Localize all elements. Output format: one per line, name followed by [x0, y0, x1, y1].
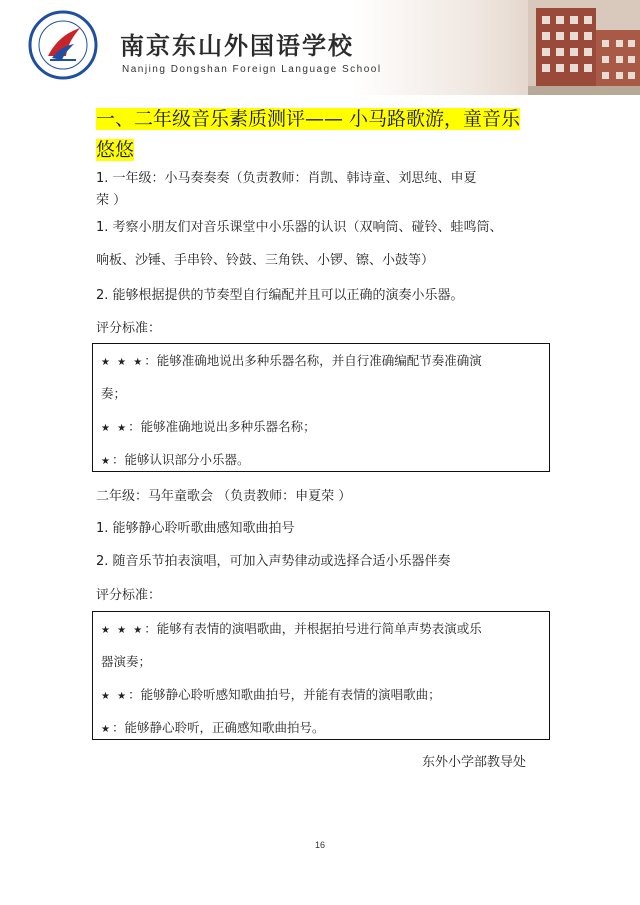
grade1-three-text: ：能够准确地说出多种乐器名称，并自行准确编配节奏准确演 [144, 353, 482, 368]
section-title-line1: 一、二年级音乐素质测评—— 小马路歌游，童音乐 [96, 108, 521, 130]
grade1-criteria-three-line1 [101, 351, 482, 369]
grade2-criteria-one [101, 718, 324, 736]
two-star-icon: ★ ★ [101, 691, 129, 702]
school-building-photo [528, 0, 640, 95]
grade2-one-text: ：能够静心聆听，正确感知歌曲拍号。 [111, 720, 325, 735]
one-star-icon: ★ [101, 724, 112, 735]
two-star-icon: ★ ★ [101, 423, 129, 434]
grade2-criteria-label: 评分标准： [96, 588, 162, 603]
grade2-criteria-three-line2: 器演奏； [101, 654, 152, 669]
grade1-item1-line1: 1. 考察小朋友们对音乐课堂中小乐器的认识（双响筒、碰铃、蛙鸣筒、 [96, 220, 503, 235]
school-name-cn: 南京东山外国语学校 [120, 31, 354, 60]
one-star-icon: ★ [101, 456, 112, 467]
grade1-item1-line2: 响板、沙锤、手串铃、铃鼓、三角铁、小锣、镲、小鼓等） [96, 253, 435, 268]
grade2-heading: 二年级：马年童歌会 （负责教师：申夏荣 ） [96, 489, 352, 504]
grade1-criteria-label: 评分标准： [96, 321, 162, 336]
grade2-two-text: ：能够静心聆听感知歌曲拍号，并能有表情的演唱歌曲； [128, 687, 441, 702]
section-title [96, 104, 556, 166]
three-star-icon: ★ ★ ★ [101, 357, 145, 368]
grade2-item2: 2. 随音乐节拍表演唱，可加入声势律动或选择合适小乐器伴奏 [96, 554, 451, 569]
grade1-one-text: ：能够认识部分小乐器。 [111, 452, 250, 467]
school-name-en: Nanjing Dongshan Foreign Language School [122, 64, 382, 75]
grade1-criteria-one [101, 450, 249, 468]
page-number: 16 [314, 840, 325, 850]
grade2-item1: 1. 能够静心聆听歌曲感知歌曲拍号 [96, 521, 295, 536]
grade1-heading-line1: 1. 一年级：小马奏奏奏（负责教师：肖凯、韩诗童、刘思纯、申夏 [96, 171, 477, 186]
three-star-icon: ★ ★ ★ [101, 625, 145, 636]
school-logo-icon [28, 10, 98, 80]
grade1-criteria-box [92, 343, 550, 472]
grade1-criteria-two [101, 417, 316, 435]
grade1-criteria-three-line2: 奏； [101, 386, 127, 401]
grade1-two-text: ：能够准确地说出多种乐器名称； [128, 419, 316, 434]
page-header [0, 0, 640, 95]
signature: 东外小学部教导处 [422, 755, 527, 770]
grade2-criteria-box [92, 611, 550, 740]
grade1-item2: 2. 能够根据提供的节奏型自行编配并且可以正确的演奏小乐器。 [96, 288, 464, 303]
section-title-line2: 悠悠 [96, 139, 135, 161]
grade1-heading-line2: 荣 ） [96, 193, 127, 208]
grade2-criteria-three-line1 [101, 619, 482, 637]
grade2-criteria-two [101, 685, 441, 703]
grade2-three-text: ：能够有表情的演唱歌曲，并根据拍号进行简单声势表演或乐 [144, 621, 482, 636]
